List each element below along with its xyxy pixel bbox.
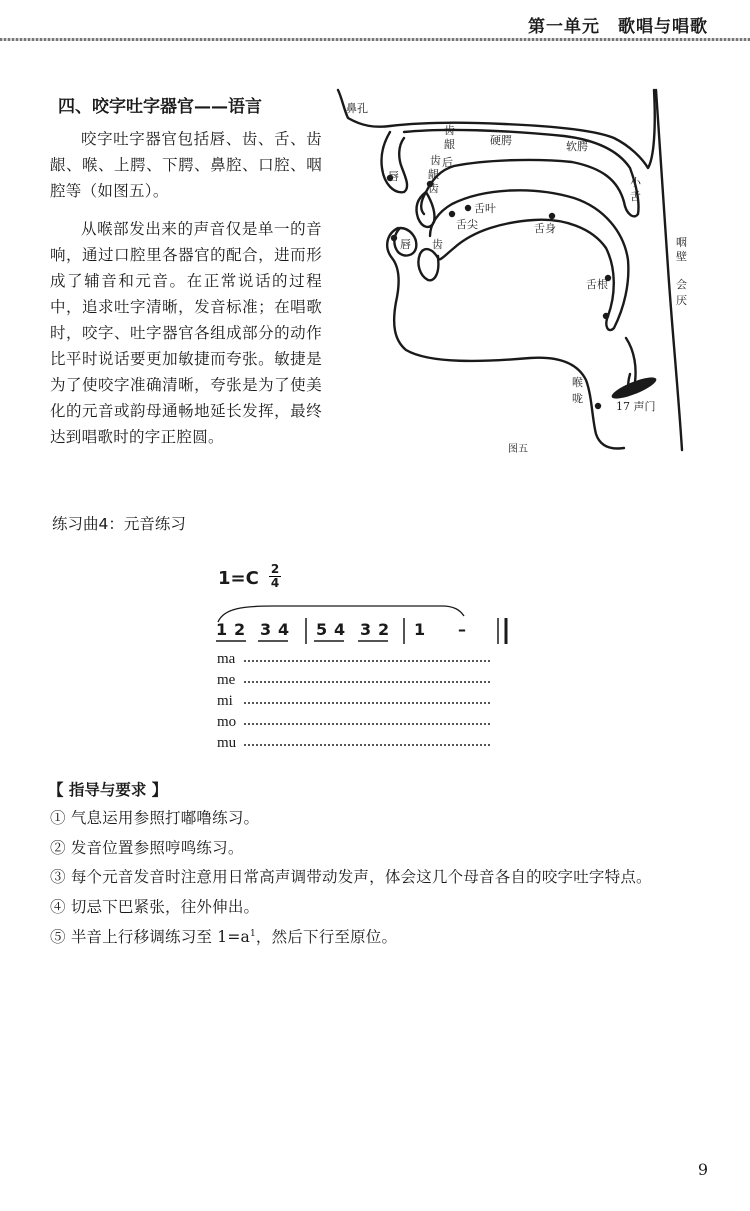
guide-item-5-text: ⑤ 半音上行移调练习至 1=a bbox=[50, 928, 250, 946]
label-upper-lip: 唇 bbox=[388, 170, 399, 183]
lyric-syllable: me bbox=[217, 672, 236, 688]
section-title: 四、咬字吐字器官——语言 bbox=[58, 97, 262, 117]
note: 4 bbox=[334, 620, 346, 639]
vocal-tract-diagram bbox=[334, 88, 696, 460]
time-signature bbox=[268, 563, 282, 590]
superscript: 1 bbox=[249, 928, 256, 939]
lower-teeth bbox=[418, 249, 438, 280]
nose-outline bbox=[338, 90, 655, 168]
label-larynx-2: 咙 bbox=[572, 392, 583, 405]
lyric-line bbox=[217, 693, 233, 710]
note: 3 bbox=[260, 620, 272, 639]
label-hard-palate: 硬腭 bbox=[490, 134, 512, 147]
note: 1 bbox=[216, 620, 228, 639]
label-nostril: 鼻孔 bbox=[346, 102, 368, 115]
label-tongue-blade: 舌叶 bbox=[474, 202, 496, 215]
label-behind-1: 齿 bbox=[430, 154, 441, 167]
note: 5 bbox=[316, 620, 328, 639]
lyric-syllable: mu bbox=[217, 735, 237, 751]
label-lower-teeth: 齿 bbox=[432, 238, 443, 251]
label-pharynx-2: 壁 bbox=[676, 250, 687, 263]
note-dash: – bbox=[458, 620, 466, 639]
lyric-line bbox=[217, 735, 236, 752]
point-tongue-tip bbox=[449, 211, 455, 217]
time-signature-top: 2 bbox=[270, 562, 280, 576]
label-gum-2: 龈 bbox=[444, 138, 455, 151]
label-lower-lip: 唇 bbox=[400, 238, 411, 251]
guide-item: ② 发音位置参照哼鸣练习。 bbox=[50, 839, 244, 857]
upper-teeth bbox=[416, 192, 434, 227]
point-larynx bbox=[595, 403, 601, 409]
guide-item: ① 气息运用参照打嘟噜练习。 bbox=[50, 809, 260, 827]
tongue bbox=[430, 190, 628, 330]
paragraph-description: 从喉部发出来的声音仅是单一的音响，通过口腔里各器官的配合，进而形成了辅音和元音。在正常说话的过程中，追求吐字清晰，发音标准；在唱歌时，咬字、吐字器官各组成部分的动作比平时说话要更加敏捷而夸张。敏捷是为了使咬字准确清晰，夸张是为了使美化的元音或韵母通畅地延长发挥，最终达到唱歌时的字正腔圆。 bbox=[50, 220, 322, 446]
note: 3 bbox=[360, 620, 372, 639]
guide-item: ④ 切忌下巴紧张，往外伸出。 bbox=[50, 898, 260, 916]
paragraph-organs: 咬字吐字器官包括唇、齿、舌、齿龈、喉、上腭、下腭、鼻腔、口腔、咽腔等（如图五）。 bbox=[50, 130, 322, 200]
point-tongue-body bbox=[549, 213, 555, 219]
dotted-leader bbox=[244, 723, 490, 725]
note: 4 bbox=[278, 620, 290, 639]
lyric-line bbox=[217, 651, 235, 668]
header-rule bbox=[0, 38, 750, 41]
running-header: 第一单元 歌唱与唱歌 bbox=[528, 17, 708, 37]
dotted-leader bbox=[244, 660, 490, 662]
label-larynx-1: 喉 bbox=[572, 376, 583, 389]
figure-caption: 图五 bbox=[508, 444, 528, 455]
label-uvula-2: 舌 bbox=[630, 190, 641, 203]
label-behind-3: 龈 bbox=[428, 168, 439, 181]
label-behind-4: 齿 bbox=[428, 182, 439, 195]
label-soft-palate: 软腭 bbox=[566, 140, 588, 153]
label-tongue-tip: 舌尖 bbox=[456, 218, 478, 231]
lyric-line bbox=[217, 714, 236, 731]
guide-title: 【 指导与要求 】 bbox=[48, 781, 168, 799]
dotted-leader bbox=[244, 744, 490, 746]
note: 1 bbox=[414, 620, 426, 639]
dotted-leader bbox=[244, 702, 490, 704]
palate-line bbox=[404, 130, 639, 216]
label-epiglottis-1: 会 bbox=[676, 278, 687, 291]
label-tongue-root: 舌根 bbox=[586, 278, 608, 291]
label-pharynx-1: 咽 bbox=[676, 236, 687, 249]
guide-item bbox=[50, 925, 397, 947]
time-signature-bottom: 4 bbox=[270, 576, 280, 590]
label-gum-1: 齿 bbox=[444, 124, 455, 137]
dotted-leader bbox=[244, 681, 490, 683]
point-lower-lip bbox=[391, 235, 397, 241]
lower-lip-jaw bbox=[387, 228, 624, 448]
exercise-title: 练习曲4：元音练习 bbox=[52, 515, 186, 533]
guide-item: ③ 每个元音发音时注意用日常高声调带动发声，体会这几个母音各自的咬字吐字特点。 bbox=[50, 868, 652, 886]
label-uvula-1: 小 bbox=[630, 176, 641, 189]
melody-notes bbox=[214, 620, 514, 650]
label-tongue-body: 舌身 bbox=[534, 222, 556, 235]
note: 2 bbox=[378, 620, 390, 639]
pharynx-back bbox=[656, 90, 682, 450]
lyric-line bbox=[217, 672, 235, 689]
note: 2 bbox=[234, 620, 246, 639]
point-tongue-root-2 bbox=[603, 313, 609, 319]
glottis-shape bbox=[609, 373, 658, 402]
point-tongue-blade bbox=[465, 205, 471, 211]
lyric-syllable: mi bbox=[217, 693, 233, 709]
key-signature: 1=C bbox=[218, 568, 259, 589]
page-number: 9 bbox=[697, 1160, 708, 1179]
lyric-syllable: mo bbox=[217, 714, 237, 730]
label-epiglottis-2: 厌 bbox=[676, 294, 687, 307]
guide-item-5-tail: ，然后下行至原位。 bbox=[255, 928, 398, 946]
lyric-syllable: ma bbox=[217, 651, 236, 667]
upper-lip bbox=[381, 132, 407, 192]
label-behind-2: 后 bbox=[442, 156, 453, 169]
label-glottis: 17 声门 bbox=[616, 400, 656, 413]
